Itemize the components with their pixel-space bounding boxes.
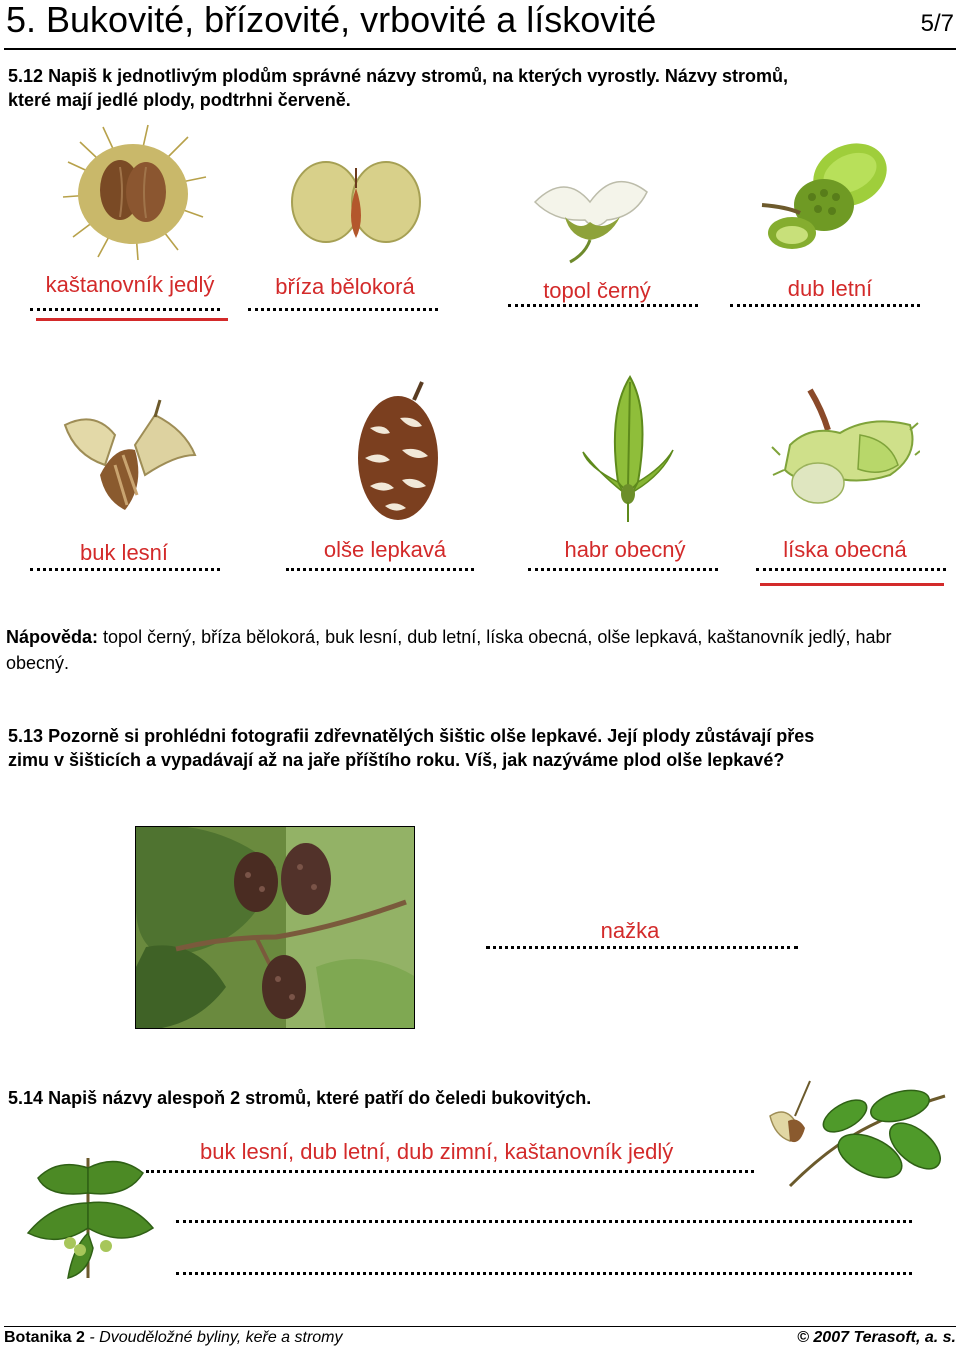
- answer-line-5-13: [486, 946, 798, 949]
- answer-line-7: [528, 568, 718, 571]
- alder-cones-photo: [135, 826, 415, 1029]
- task-5-13-instructions: [8, 724, 960, 772]
- task-text: Napiš názvy alespoň 2 stromů, které patří do čeledi bukovitých.: [48, 1088, 592, 1108]
- hint-paragraph: [6, 624, 956, 676]
- answer-fruit-5: buk lesní: [79, 540, 169, 565]
- edible-underline-8: [760, 583, 944, 586]
- answer-line-8: [756, 568, 946, 571]
- birch-samara-icon: [290, 158, 422, 248]
- task-text-line2: které mají jedlé plody, podtrhni červeně.: [8, 90, 351, 110]
- answer-line-4: [730, 304, 920, 307]
- task-5-12-instructions: [8, 64, 952, 112]
- answer-fruit-3: topol černý: [543, 278, 651, 303]
- footer-course: [4, 1329, 343, 1347]
- beech-branch-icon: [750, 1076, 950, 1196]
- page-title: 5. Bukovité, břízovité, vrbovité a lískovité: [6, 0, 657, 40]
- task-5-14-instructions: [8, 1086, 708, 1110]
- answer-line-3: [508, 304, 698, 307]
- oak-branch-icon: [18, 1138, 158, 1288]
- task-text-line1: Pozorně si prohlédni fotografii zdřevnatělých šištic olše lepkavé. Její plody zůstávají přes: [48, 726, 815, 746]
- hint-label: Nápověda:: [6, 627, 99, 647]
- footer-subtitle: - Dvouděložné byliny, keře a stromy: [84, 1329, 343, 1346]
- hornbeam-bract-icon: [578, 372, 678, 524]
- task-number: 5.12: [8, 66, 44, 86]
- task-text-line1: Napiš k jednotlivým plodům správné názvy stromů, na kterých vyrostly. Názvy stromů,: [48, 66, 788, 86]
- answer-fruit-7: habr obecný: [564, 537, 686, 562]
- alder-cone-icon: [350, 378, 445, 523]
- task-number: 5.14: [8, 1088, 44, 1108]
- poplar-seed-icon: [525, 162, 655, 267]
- acorn-icon: [752, 135, 902, 255]
- answer-line-6: [286, 568, 474, 571]
- answer-line-5: [30, 568, 220, 571]
- answer-5-14: buk lesní, dub letní, dub zimní, kaštanovník jedlý: [200, 1139, 674, 1164]
- answer-fruit-4: dub letní: [787, 276, 873, 301]
- page-number: 5/7: [920, 10, 954, 37]
- edible-underline-1: [36, 318, 228, 321]
- answer-line-5-14-1: [146, 1170, 754, 1173]
- answer-fruit-1: kaštanovník jedlý: [45, 272, 215, 297]
- answer-5-13: nažka: [600, 918, 660, 943]
- footer-subject: Botanika 2: [4, 1329, 85, 1346]
- task-number: 5.13: [8, 726, 44, 746]
- task-text-line2: zimu v šišticích a vypadávají až na jaře příštího roku. Víš, jak nazýváme plod olše lepkavé?: [8, 750, 785, 770]
- answer-line-1: [30, 308, 220, 311]
- answer-fruit-8: líska obecná: [783, 537, 907, 562]
- page-footer: [4, 1326, 956, 1350]
- chestnut-burr-icon: [58, 122, 208, 262]
- page-header: [4, 0, 956, 50]
- answer-fruit-6: olše lepkavá: [323, 537, 447, 562]
- answer-fruit-2: bříza bělokorá: [275, 274, 415, 299]
- answer-line-5-14-2: [176, 1220, 912, 1223]
- hazelnut-icon: [770, 385, 920, 515]
- hint-text: topol černý, bříza bělokorá, buk lesní, dub letní, líska obecná, olše lepkavá, kaštanovník jedlý, habr obecný.: [6, 627, 892, 673]
- answer-line-5-14-3: [176, 1272, 912, 1275]
- answer-line-2: [248, 308, 438, 311]
- beechnut-icon: [45, 395, 205, 515]
- footer-copyright: © 2007 Terasoft, a. s.: [797, 1329, 956, 1346]
